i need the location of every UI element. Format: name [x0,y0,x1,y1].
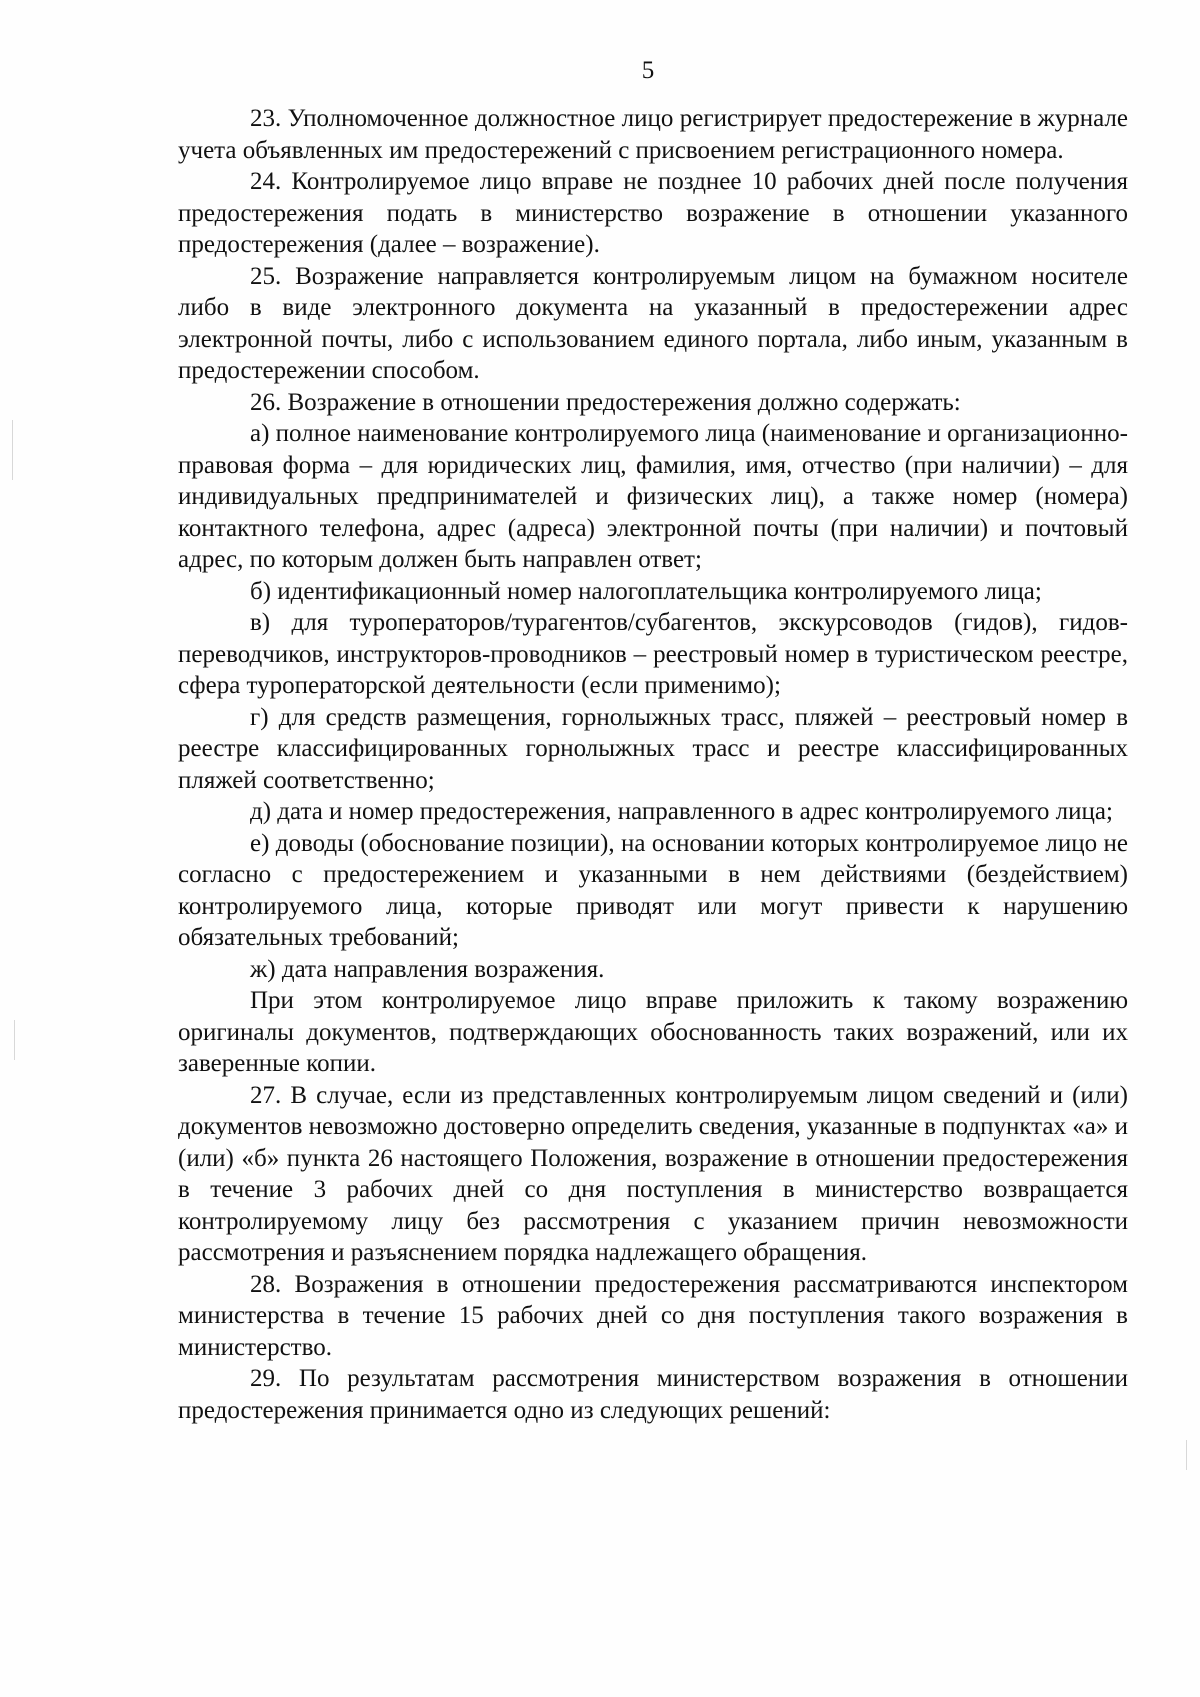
paragraph-26-d: д) дата и номер предостережения, направленного в адрес контролируемого лица; [250,798,1113,825]
paragraph-23: 23. Уполномоченное должностное лицо регистрирует предостережение в журнале учета объявленных им предостережений с присвоением регистрационного номера. [178,105,1128,164]
paragraph-26-e: е) доводы (обоснование позиции), на основании которых контролируемое лицо не согласно с предостережением и указанными в нем действиями (бездействием) контролируемого лица, которые приводят или могут привести к нарушению обязательных требований; [178,829,1128,951]
document-body [178,103,1128,1426]
paragraph-26-g: г) для средств размещения, горнолыжных трасс, пляжей – реестровый номер в реестре классифицированных горнолыжных трасс и реестре классифицированных пляжей соответственно; [178,703,1128,794]
scan-edge-mark [14,1020,15,1060]
paragraph-24: 24. Контролируемое лицо вправе не позднее 10 рабочих дней после получения предостережения подать в министерство возражение в отношении указанного предостережения (далее – возражение). [178,168,1128,258]
paragraph-28: 28. Возражения в отношении предостережения рассматриваются инспектором министерства в течение 15 рабочих дней со дня поступления такого возражения в министерство. [178,1270,1128,1361]
paragraph-29: 29. По результатам рассмотрения министерством возражения в отношении предостережения принимается одно из следующих решений: [178,1365,1128,1424]
scan-edge-mark [12,420,13,480]
paragraph-26-zh: ж) дата направления возражения. [250,955,605,983]
paragraph-26: 26. Возражение в отношении предостережения должно содержать: [250,388,961,416]
paragraph-25: 25. Возражение направляется контролируемым лицом на бумажном носителе либо в виде электронного документа на указанный в предостережении адрес электронной почты, либо с использованием единого портала, либо иным, указанным в предостережении способом. [178,262,1128,384]
paragraph-26-b: б) идентификационный номер налогоплательщика контролируемого лица; [250,577,1042,605]
paragraph-27: 27. В случае, если из представленных контролируемым лицом сведений и (или) документов невозможно достоверно определить сведения, указанные в подпунктах «а» и (или) «б» пункта 26 настоящего Положения, возражение в отношении предостережения в течение 3 рабочих дней со дня поступления в министерство возвращается контролируемому лицу без рассмотрения с указанием причин невозможности рассмотрения и разъяснением порядка надлежащего обращения. [178,1081,1128,1266]
paragraph-26-v: в) для туроператоров/турагентов/субагентов, экскурсоводов (гидов), гидов-переводчиков, инструкторов-проводников – реестровый номер в туристическом реестре, сфера туроператорской деятельности (если применимо); [178,609,1128,699]
scan-edge-mark [1186,1440,1187,1470]
paragraph-26-note: При этом контролируемое лицо вправе приложить к такому возражению оригиналы документов, подтверждающих обоснованность таких возражений, или их заверенные копии. [178,987,1128,1077]
page-number: 5 [641,57,655,84]
paragraph-26-a: а) полное наименование контролируемого лица (наименование и организационно-правовая форма – для юридических лиц, фамилия, имя, отчество (при наличии) – для индивидуальных предпринимателей и физических лиц), а также номер (номера) контактного телефона, адрес (адреса) электронной почты (при наличии) и почтовый адрес, по которым должен быть направлен ответ; [178,420,1128,573]
